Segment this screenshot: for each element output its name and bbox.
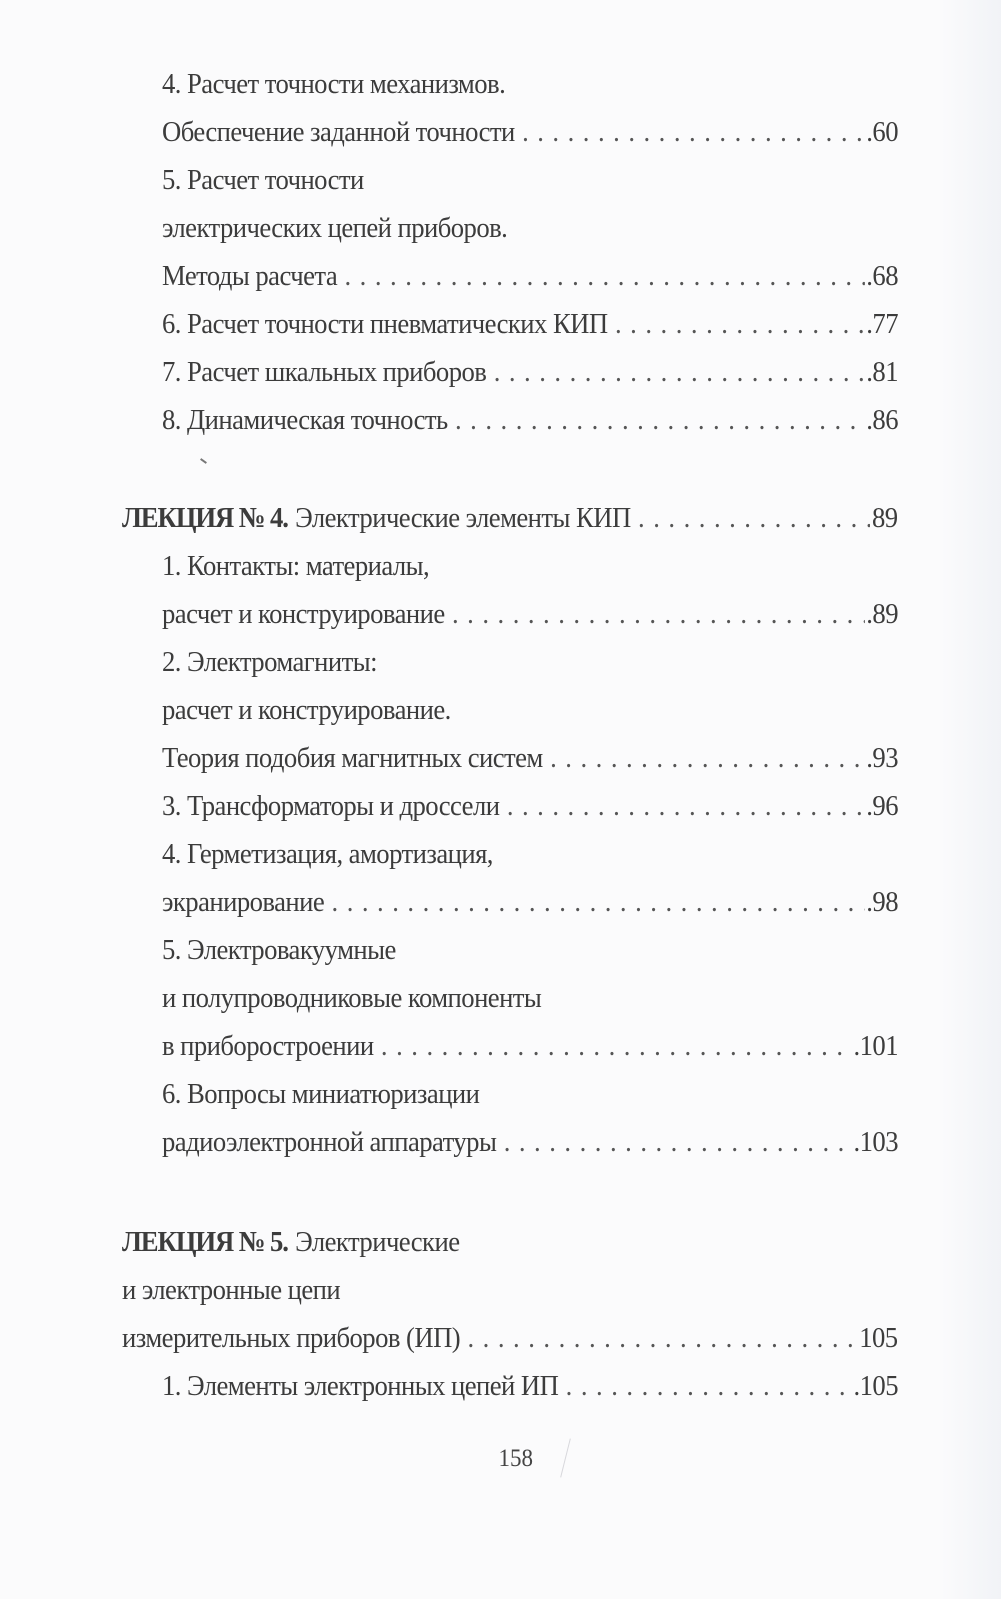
toc-page-number: 89: [871, 502, 898, 534]
toc-entry[interactable]: [162, 116, 898, 156]
lecture-label: ЛЕКЦИЯ № 4.: [122, 502, 288, 534]
lecture-label: ЛЕКЦИЯ № 5.: [122, 1226, 288, 1258]
toc-entry[interactable]: [162, 356, 898, 396]
toc-entry-title: Теория подобия магнитных систем: [162, 742, 543, 774]
toc-entry[interactable]: [162, 308, 898, 348]
toc-entry: [162, 646, 834, 686]
dot-leader: [615, 308, 864, 341]
toc-entry[interactable]: [162, 260, 898, 300]
toc-entry[interactable]: [162, 1030, 898, 1070]
page-edge-shade: [941, 0, 1001, 1599]
toc-entry: [162, 1078, 834, 1118]
toc-entry-title: 1. Элементы электронных цепей ИП: [162, 1370, 559, 1402]
toc-entry-title: 5. Расчет точности: [162, 164, 364, 196]
toc-page-number: .77: [866, 308, 898, 340]
toc-entry-title: 6. Расчет точности пневматических КИП: [162, 308, 608, 340]
dot-leader: [455, 404, 864, 437]
dot-leader: [638, 502, 870, 535]
toc-page-number: .68: [866, 260, 898, 292]
toc-entry[interactable]: [162, 1370, 898, 1410]
paper-crease-mark: [560, 1438, 571, 1477]
toc-entry[interactable]: [122, 1322, 898, 1362]
toc-entry-title: радиоэлектронной аппаратуры: [162, 1126, 497, 1158]
toc-entry-title: 6. Вопросы миниатюризации: [162, 1078, 480, 1110]
toc-entry: [122, 1274, 766, 1314]
toc-page-number: .105: [853, 1370, 898, 1402]
toc-entry: [162, 68, 834, 108]
toc-entry: [162, 164, 834, 204]
toc-entry[interactable]: [162, 790, 898, 830]
dot-leader: [381, 1030, 852, 1063]
toc-lecture-heading: [122, 1226, 766, 1266]
toc-entry-title: Методы расчета: [162, 260, 338, 292]
dot-leader: [504, 1126, 852, 1159]
toc-entry-title: электрических цепей приборов.: [162, 212, 508, 244]
toc-entry: [162, 550, 834, 590]
dot-leader: [522, 116, 864, 149]
toc-entry[interactable]: [162, 598, 898, 638]
toc-entry-title: измерительных приборов (ИП): [122, 1322, 461, 1354]
toc-entry-title: расчет и конструирование: [162, 598, 445, 630]
toc-entry: [162, 982, 834, 1022]
toc-entry-title: Электрические: [295, 1226, 460, 1258]
toc-entry: [162, 838, 834, 878]
toc-page-number: .81: [866, 356, 898, 388]
toc-entry-title: 2. Электромагниты:: [162, 646, 377, 678]
toc-page-number: .93: [866, 742, 898, 774]
toc-entry-title: и полупроводниковые компоненты: [162, 982, 542, 1014]
toc-entry-title: Электрические элементы КИП: [295, 502, 631, 534]
toc-page-number: .98: [866, 886, 898, 918]
toc-entry[interactable]: [162, 742, 898, 782]
toc-page-number: .101: [853, 1030, 898, 1062]
toc-entry-title: расчет и конструирование.: [162, 694, 451, 726]
dot-leader: [550, 742, 864, 775]
toc-entry[interactable]: [162, 886, 898, 926]
toc-entry-title: Обеспечение заданной точности: [162, 116, 515, 148]
toc-entry-title: 3. Трансформаторы и дроссели: [162, 790, 500, 822]
page-number: 158: [498, 1445, 533, 1472]
toc-entry-title: и электронные цепи: [122, 1274, 341, 1306]
toc-page-number: .96: [866, 790, 898, 822]
toc-entry-title: в приборостроении: [162, 1030, 374, 1062]
toc-entry: [162, 934, 834, 974]
toc-entry-title: 7. Расчет шкальных приборов: [162, 356, 487, 388]
toc-entry-title: 4. Герметизация, амортизация,: [162, 838, 493, 870]
dot-leader: [344, 260, 864, 293]
toc-page-number: .103: [853, 1126, 898, 1158]
toc-lecture-heading[interactable]: [122, 502, 898, 542]
toc-entry-title: 8. Динамическая точность: [162, 404, 448, 436]
toc-page-number: 105: [859, 1322, 898, 1354]
toc-page-number: .86: [866, 404, 898, 436]
toc-entry-title: 5. Электровакуумные: [162, 934, 396, 966]
toc-entry[interactable]: [162, 1126, 898, 1166]
toc-entry-title: 4. Расчет точности механизмов.: [162, 68, 506, 100]
dot-leader: [452, 598, 864, 631]
dot-leader: [332, 886, 865, 919]
toc-entry-title: экранирование: [162, 886, 325, 918]
toc-entry[interactable]: [162, 404, 898, 444]
toc-entry-title: 1. Контакты: материалы,: [162, 550, 430, 582]
toc-entry: [162, 694, 834, 734]
toc-entry: [162, 212, 834, 252]
toc-page-number: .89: [866, 598, 898, 630]
dot-leader: [468, 1322, 858, 1355]
print-speck: [200, 458, 207, 464]
dot-leader: [494, 356, 865, 389]
toc-page-number: .60: [866, 116, 898, 148]
dot-leader: [507, 790, 865, 823]
dot-leader: [566, 1370, 852, 1403]
